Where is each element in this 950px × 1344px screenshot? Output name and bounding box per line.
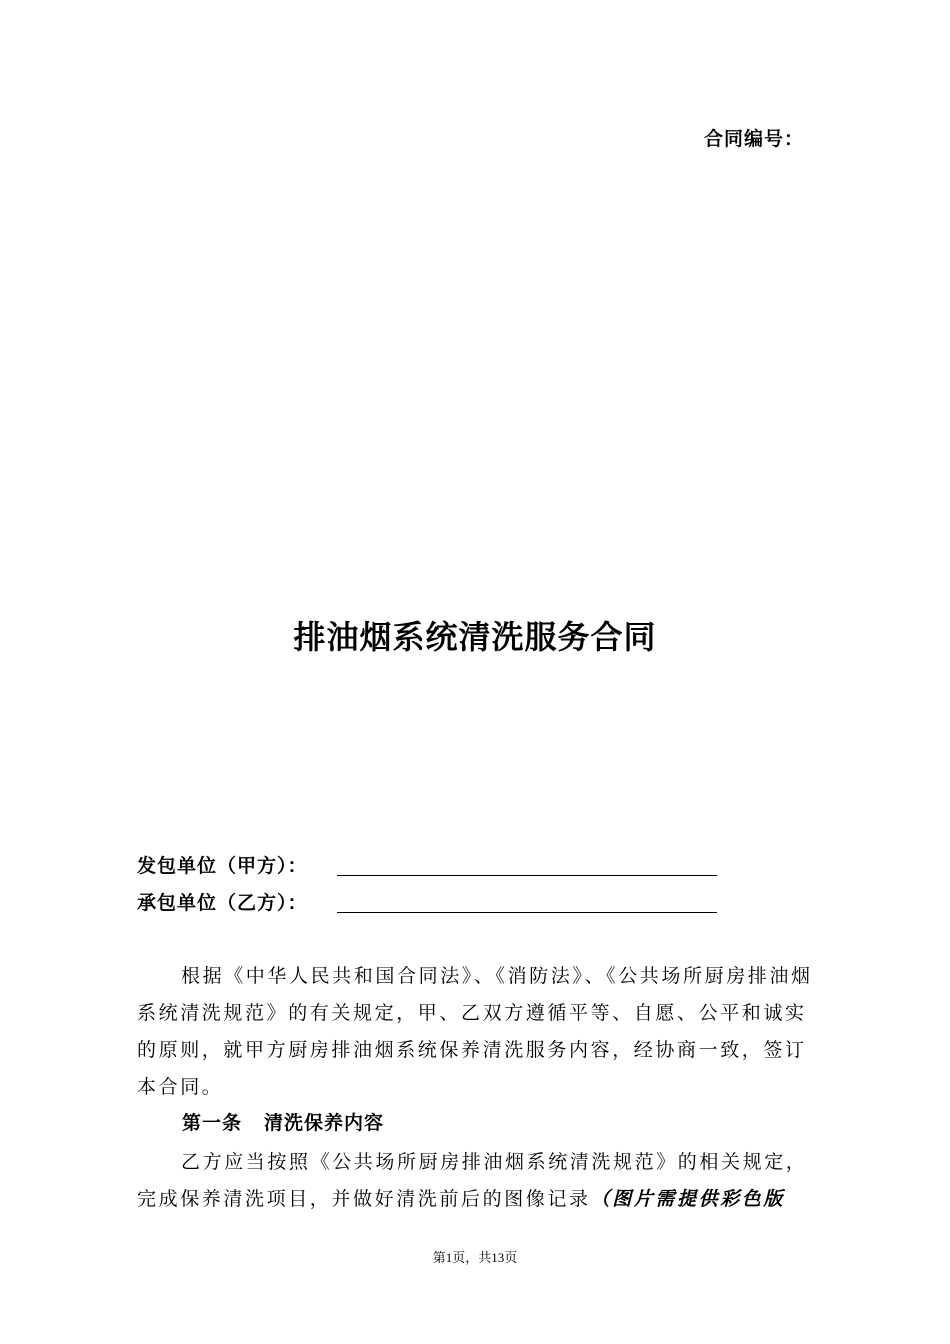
- page-footer: 第1页，共13页: [432, 1250, 518, 1265]
- article-1-title: 清洗保养内容: [264, 1112, 385, 1134]
- article-1-number: 第一条: [182, 1112, 243, 1134]
- party-b-line: [137, 888, 308, 915]
- article-1-emphasis: （图片需提供彩色版: [590, 1188, 786, 1210]
- party-a-blank: [337, 851, 717, 876]
- contract-number-label: 合同编号：: [704, 128, 805, 150]
- party-b-label: 承包单位（乙方）：: [137, 892, 308, 914]
- article-1-paragraph: [137, 1144, 813, 1218]
- document-title: 排油烟系统清洗服务合同: [293, 618, 657, 656]
- party-a-line: [137, 851, 308, 878]
- party-a-label: 发包单位（甲方）：: [137, 855, 308, 877]
- intro-paragraph: 根据《中华人民共和国合同法》、《消防法》、《公共场所厨房排油烟系统清洗规范》的有关规定，甲、乙双方遵循平等、自愿、公平和诚实的原则，就甲方厨房排油烟系统保养清洗服务内容，经协商一致，签订本合同。: [137, 965, 813, 1098]
- article-1-text: 乙方应当按照《公共场所厨房排油烟系统清洗规范》的相关规定，完成保养清洗项目，并做好清洗前后的图像记录: [137, 1151, 808, 1210]
- article-1-heading: [182, 1108, 384, 1135]
- party-b-blank: [337, 888, 717, 913]
